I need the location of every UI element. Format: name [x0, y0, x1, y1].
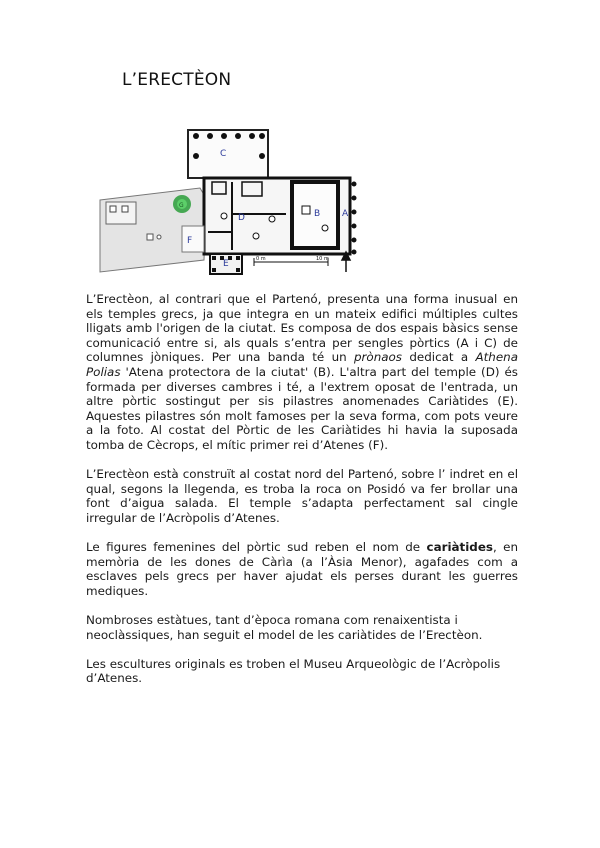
plan-label-f: F	[187, 236, 193, 246]
plan-label-e: E	[223, 259, 229, 269]
article-body	[86, 292, 518, 701]
plan-label-c: C	[220, 149, 227, 159]
paragraph-3: Le figures femenines del pòrtic sud reben el nom de cariàtides, en memòria de les dones de Càrìa (a l’Àsia Menor), agafades com a esclaves pels grecs per haver ajudat els perses durant les guerres mediques.	[86, 540, 518, 598]
plan-label-g: G	[179, 202, 184, 209]
paragraph-2: L’Erectèon està construït al costat nord del Partenó, sobre l’ indret en el qual, segons la llegenda, es troba la roca on Posidó va fer brollar una font d’aigua salada. El temple s’adapta perfectament sal cingle irregular de l’Acròpolis d’Atenes.	[86, 467, 518, 525]
plan-label-d: D	[238, 213, 245, 223]
plan-north-porch	[188, 130, 268, 178]
paragraph-1: L’Erectèon, al contrari que el Partenó, presenta una forma inusual en els temples grecs, ja que integra en un mateix edifici múltiples cultes lligats amb l'origen de la ciutat. Es composa de dos espais bàsics sense comunicació entre si, als quals s’entra per sengles pòrtics (A i C) de columnes jòniques. Per una banda té un prònaos dedicat a Athena Polias 'Atena protectora de la ciutat' (B). L'altra part del temple (D) és formada per diverses cambres i té, a l'extrem oposat de l'entrada, un altre pòrtic sostingut per sis pilastres anomenades Cariàtides (E). Aquestes pilastres són molt famoses per la seva forma, com pots veure a la foto. Al costat del Pòrtic de les Cariàtides hi havia la suposada tomba de Cècrops, el mític primer rei d’Atenes (F).	[86, 292, 518, 452]
plan-label-b: B	[314, 209, 321, 219]
plan-scale-start: 0 m	[256, 256, 266, 262]
plan-east-columns	[352, 182, 357, 255]
plan-scale-end: 10 m	[316, 256, 329, 262]
plan-west-court	[106, 202, 136, 224]
erechtheion-floor-plan	[96, 122, 368, 282]
plan-tomb-area	[182, 226, 204, 252]
plan-label-a: A	[342, 209, 349, 219]
page-title: L’ERECTÈON	[122, 70, 232, 90]
paragraph-5: Les escultures originals es troben el Museu Arqueològic de l’Acròpolis d’Atenes.	[86, 656, 501, 686]
paragraph-4: Nombroses estàtues, tant d’època romana com renaixentista i neoclàssiques, han seguit el model de les cariàtides de l’Erectèon.	[86, 613, 483, 642]
